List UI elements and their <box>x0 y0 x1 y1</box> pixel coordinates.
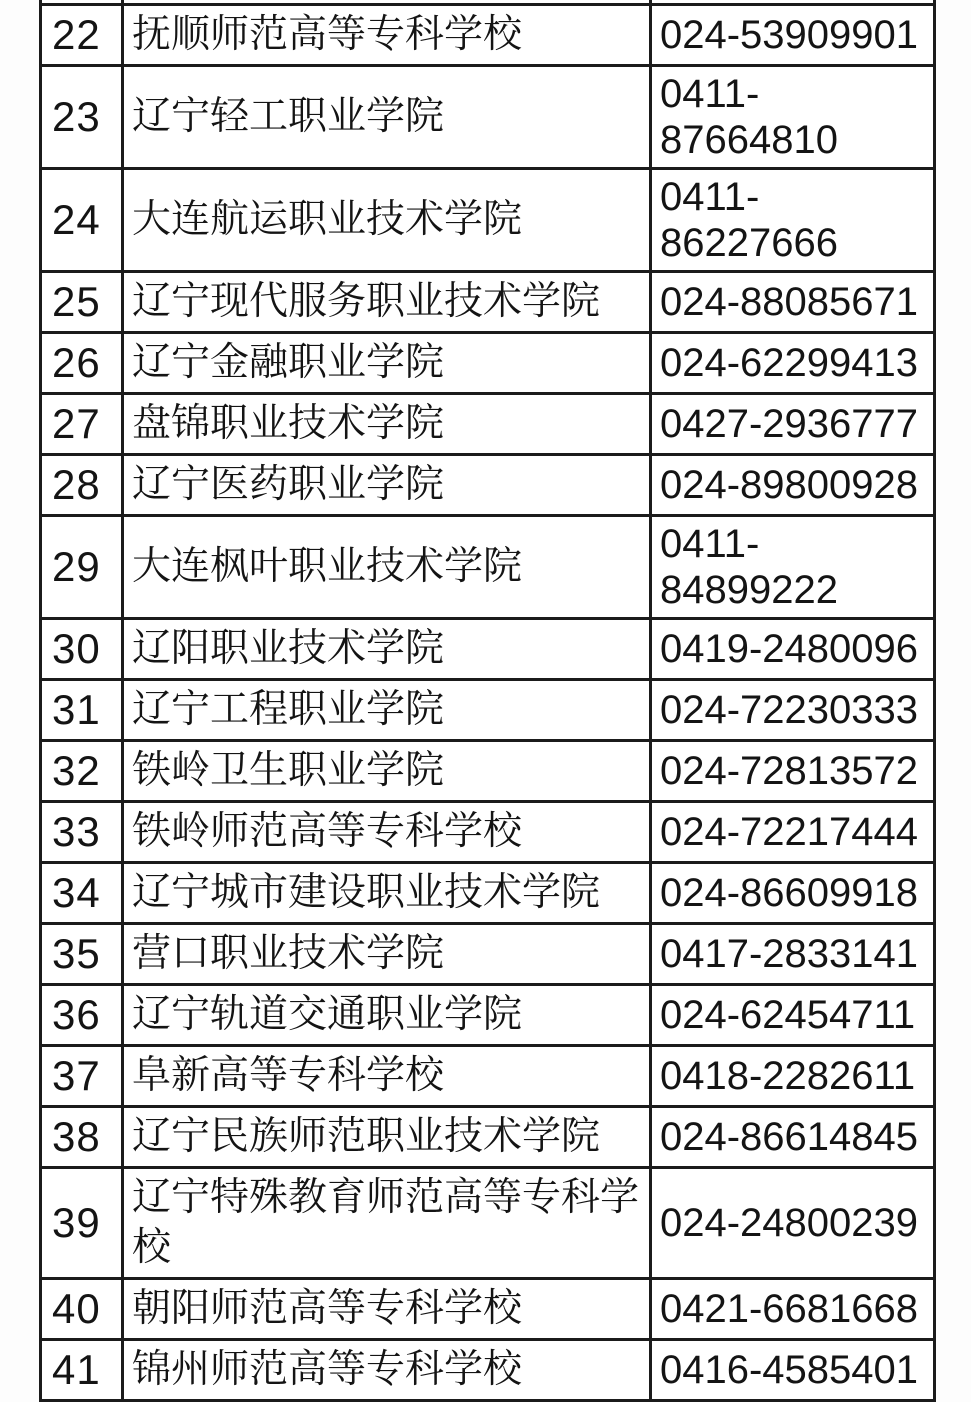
school-name: 辽阳职业技术学院 <box>132 627 445 670</box>
school-name-cell <box>123 169 651 272</box>
table-row <box>41 680 935 741</box>
school-name-cell <box>123 985 651 1046</box>
phone-number: 0421-6681668 <box>660 1287 919 1331</box>
row-number: 27 <box>52 399 101 447</box>
table-row <box>41 5 935 66</box>
phone-cell <box>651 66 935 169</box>
row-number-cell <box>41 1279 123 1340</box>
row-number-cell <box>41 863 123 924</box>
school-name-cell <box>123 680 651 741</box>
phone-cell <box>651 1046 935 1107</box>
row-number-cell <box>41 516 123 619</box>
row-number: 29 <box>52 542 101 590</box>
school-name: 大连枫叶职业技术学院 <box>132 545 523 588</box>
phone-number: 0417-2833141 <box>660 932 919 976</box>
phone-cell <box>651 680 935 741</box>
row-number: 39 <box>52 1198 101 1246</box>
table-row <box>41 394 935 455</box>
row-number: 25 <box>52 277 101 325</box>
row-number: 33 <box>52 807 101 855</box>
row-number-cell <box>41 1046 123 1107</box>
table-row <box>41 802 935 863</box>
school-name-cell <box>123 516 651 619</box>
phone-number: 024-86614845 <box>660 1115 919 1159</box>
row-number-cell <box>41 333 123 394</box>
phone-number: 0427-2936777 <box>660 402 919 446</box>
table-row <box>41 1279 935 1340</box>
row-number-cell <box>41 924 123 985</box>
row-number-cell <box>41 741 123 802</box>
school-name: 辽宁工程职业学院 <box>132 688 445 731</box>
row-number-cell <box>41 619 123 680</box>
school-name-cell <box>123 1168 651 1279</box>
table-row <box>41 863 935 924</box>
row-number: 26 <box>52 338 101 386</box>
phone-number: 024-53909901 <box>660 13 919 57</box>
table-row <box>41 1168 935 1279</box>
phone-cell <box>651 863 935 924</box>
school-name: 大连航运职业技术学院 <box>132 198 523 241</box>
school-name-cell <box>123 619 651 680</box>
college-phone-table <box>39 0 936 1402</box>
phone-cell <box>651 455 935 516</box>
phone-number: 0419-2480096 <box>660 627 919 671</box>
school-name: 抚顺师范高等专科学校 <box>132 13 523 56</box>
phone-number: 024-72230333 <box>660 688 919 732</box>
row-number-cell <box>41 680 123 741</box>
school-name: 辽宁轨道交通职业学院 <box>132 993 523 1036</box>
table-row <box>41 272 935 333</box>
school-name-cell <box>123 5 651 66</box>
school-name: 辽宁轻工职业学院 <box>132 95 445 138</box>
school-name: 阜新高等专科学校 <box>132 1054 445 1097</box>
row-number: 38 <box>52 1112 101 1160</box>
phone-number: 024-72217444 <box>660 810 919 854</box>
row-number: 41 <box>52 1345 101 1393</box>
school-name: 辽宁特殊教育师范高等专科学校 <box>132 1176 640 1269</box>
table-row <box>41 1340 935 1401</box>
phone-number: 024-88085671 <box>660 280 919 324</box>
row-number: 22 <box>52 10 101 58</box>
phone-number: 0418-2282611 <box>660 1054 916 1098</box>
phone-cell <box>651 394 935 455</box>
row-number-cell <box>41 169 123 272</box>
row-number-cell <box>41 66 123 169</box>
school-name: 辽宁医药职业学院 <box>132 463 445 506</box>
phone-cell <box>651 169 935 272</box>
phone-cell <box>651 272 935 333</box>
school-name: 朝阳师范高等专科学校 <box>132 1287 523 1330</box>
phone-cell <box>651 1107 935 1168</box>
phone-number: 024-62299413 <box>660 341 919 385</box>
row-number-cell <box>41 802 123 863</box>
row-number-cell <box>41 5 123 66</box>
row-number: 23 <box>52 92 101 140</box>
school-name: 辽宁现代服务职业技术学院 <box>132 280 601 323</box>
school-name-cell <box>123 1340 651 1401</box>
row-number-cell <box>41 1168 123 1279</box>
phone-cell <box>651 802 935 863</box>
table-row <box>41 619 935 680</box>
row-number-cell <box>41 985 123 1046</box>
school-name-cell <box>123 1046 651 1107</box>
school-name: 铁岭卫生职业学院 <box>132 749 445 792</box>
table-container <box>39 0 936 1402</box>
row-number: 37 <box>52 1051 101 1099</box>
school-name-cell <box>123 272 651 333</box>
row-number: 35 <box>52 929 101 977</box>
phone-cell <box>651 619 935 680</box>
table-row <box>41 455 935 516</box>
school-name: 锦州师范高等专科学校 <box>132 1348 523 1391</box>
school-name-cell <box>123 455 651 516</box>
phone-number: 0411-84899222 <box>660 522 838 612</box>
school-name-cell <box>123 863 651 924</box>
phone-number: 024-62454711 <box>660 993 916 1037</box>
school-name-cell <box>123 1279 651 1340</box>
row-number: 32 <box>52 746 101 794</box>
row-number: 34 <box>52 868 101 916</box>
school-name-cell <box>123 741 651 802</box>
school-name: 盘锦职业技术学院 <box>132 402 445 445</box>
table-row <box>41 516 935 619</box>
school-name: 铁岭师范高等专科学校 <box>132 810 523 853</box>
school-name-cell <box>123 394 651 455</box>
phone-cell <box>651 516 935 619</box>
row-number: 31 <box>52 685 101 733</box>
phone-cell <box>651 741 935 802</box>
phone-cell <box>651 1279 935 1340</box>
phone-number: 024-89800928 <box>660 463 919 507</box>
row-number: 28 <box>52 460 101 508</box>
school-name-cell <box>123 66 651 169</box>
row-number: 24 <box>52 195 101 243</box>
row-number-cell <box>41 1107 123 1168</box>
school-name-cell <box>123 1107 651 1168</box>
row-number: 40 <box>52 1284 101 1332</box>
school-name-cell <box>123 924 651 985</box>
phone-number: 024-24800239 <box>660 1201 919 1245</box>
table-row <box>41 66 935 169</box>
school-name-cell <box>123 802 651 863</box>
phone-number: 0416-4585401 <box>660 1348 919 1392</box>
row-number: 36 <box>52 990 101 1038</box>
table-row <box>41 924 935 985</box>
phone-cell <box>651 1340 935 1401</box>
phone-cell <box>651 924 935 985</box>
phone-number: 0411-86227666 <box>660 175 838 265</box>
phone-number: 0411-87664810 <box>660 72 838 162</box>
school-name: 辽宁民族师范职业技术学院 <box>132 1115 601 1158</box>
table-row <box>41 169 935 272</box>
table-row <box>41 333 935 394</box>
phone-cell <box>651 333 935 394</box>
row-number-cell <box>41 1340 123 1401</box>
phone-number: 024-72813572 <box>660 749 919 793</box>
school-name: 辽宁金融职业学院 <box>132 341 445 384</box>
table-row <box>41 741 935 802</box>
table-row <box>41 1107 935 1168</box>
phone-cell <box>651 985 935 1046</box>
row-number-cell <box>41 272 123 333</box>
school-name: 辽宁城市建设职业技术学院 <box>132 871 601 914</box>
table-row <box>41 985 935 1046</box>
school-name-cell <box>123 333 651 394</box>
row-number-cell <box>41 394 123 455</box>
row-number-cell <box>41 455 123 516</box>
row-number: 30 <box>52 624 101 672</box>
phone-cell <box>651 1168 935 1279</box>
phone-cell <box>651 5 935 66</box>
school-name: 营口职业技术学院 <box>132 932 445 975</box>
table-row <box>41 1046 935 1107</box>
phone-number: 024-86609918 <box>660 871 919 915</box>
